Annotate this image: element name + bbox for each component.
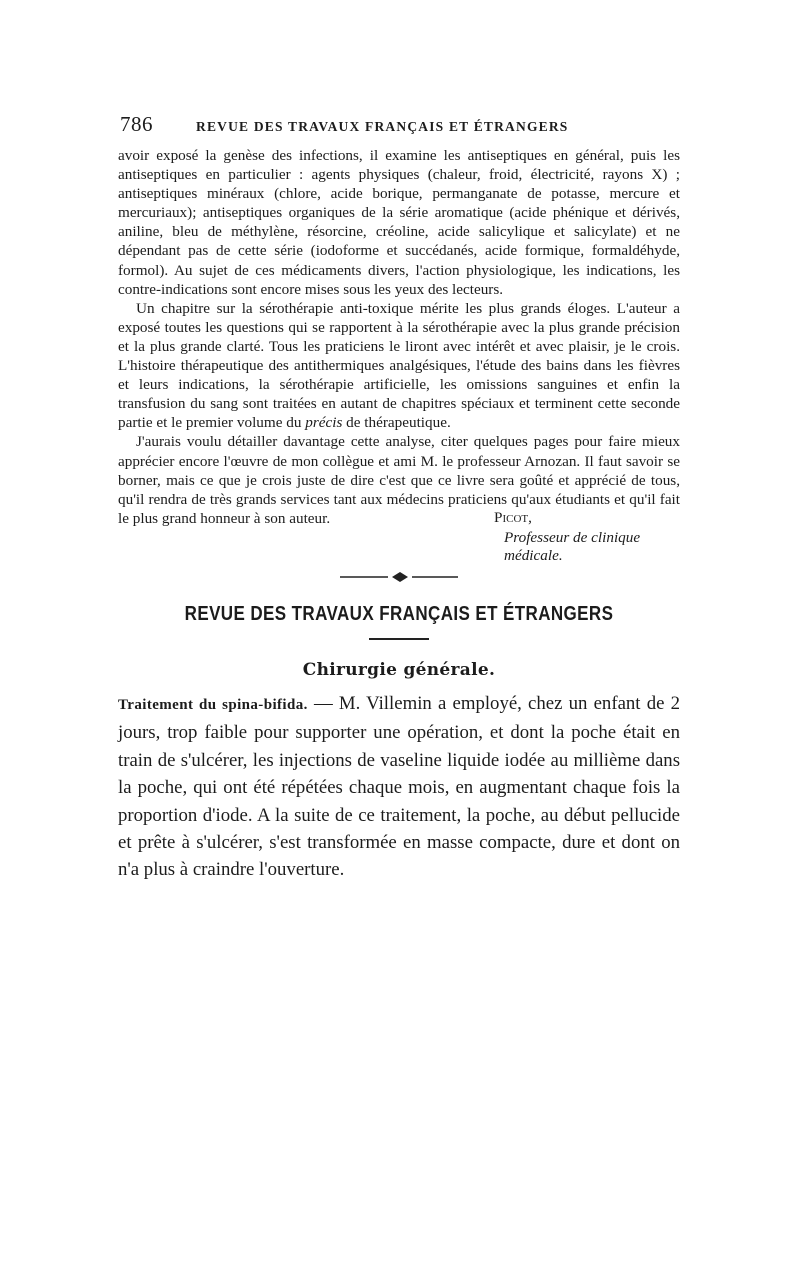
article-heading: Traitement du spina-bifida. [118, 696, 308, 713]
running-title: REVUE DES TRAVAUX FRANÇAIS ET ÉTRANGERS [196, 119, 569, 134]
article-text: M. Villemin a employé, chez un enfant de 2 jours, trop faible pour supporter une opération, et dont la poche était en train de s'ulcérer, les injections de vaseline liquide iodée au millième dans la poche, qui ont été répétées chaque mois, en augmentant chaque fois la proportion d'iode. A la suite de ce traitement, la poche, au début pellucide et prête à s'ulcérer, s'est transformée en masse compacte, dure et dont on n'a plus à craindre l'ouverture. [118, 692, 680, 881]
signature-name: Picot, [494, 508, 532, 526]
page-number: 786 [120, 112, 153, 136]
signature-title: Professeur de clinique médicale. [504, 528, 641, 564]
review-last-word: auteur. [285, 509, 331, 527]
running-head [118, 112, 680, 146]
subsection-title: Chirurgie générale. [302, 659, 496, 680]
section-title: REVUE DES TRAVAUX FRANÇAIS ET ÉTRANGERS [184, 602, 614, 625]
book-review [118, 146, 680, 528]
ornament-icon [340, 570, 460, 584]
review-paragraph [118, 299, 680, 433]
title-rule [369, 638, 429, 640]
article-dash: — [313, 692, 339, 714]
review-paragraph: J'aurais voulu détailler davantage cette analyse, citer quelques pages pour faire mieux apprécier encore l'œuvre de mon collègue et ami M. le professeur Arnozan. Il faut savoir se borner, mais ce que je crois juste de dire c'est que ce livre sera goûté et apprécié de tous, qu'il rendra de très grands services tant aux médecins praticiens qu'aux étudiants et qu'il fait le plus grand honneur à son auteur. [118, 433, 680, 527]
ornament-divider [118, 568, 680, 590]
review-paragraph: avoir exposé la genèse des infections, il examine les antiseptiques en général, puis les antiseptiques en particulier : agents physiques (chaleur, froid, électricité, rayons X) ; antiseptiques minéraux (chlore, acide borique, permanganate de potasse, mercure et mercuriaux); antiseptiques organiques de la série aromatique (acide phénique et dérivés, aniline, bleu de méthylène, résorcine, créoline, acide salicylique et salicylate) et ne dépendant pas de cette série (iodoforme et succédanés, acide formique, formaldéhyde, formol). Au sujet de ces médicaments divers, l'action physiologique, les indications, les contre-indications sont encore mises sous les yeux des lecteurs. [118, 147, 680, 298]
article [118, 690, 680, 884]
page [118, 112, 680, 884]
precis-word: précis [305, 414, 343, 432]
precis-tail: de thérapeutique. [346, 414, 451, 432]
article-paragraph [118, 690, 680, 884]
review-paragraph-text: Un chapitre sur la sérothérapie anti-toxique mérite les plus grands éloges. L'auteur a exposé toutes les questions qui se rapportent à la sérothérapie avec la plus grande précision et la plus grande clarté. Tous les praticiens le liront avec intérêt et avec plaisir, je le crois. L'histoire thérapeutique des antithermiques analgésiques, l'étude des bains dans les fièvres et leurs indications, la sérothérapie artificielle, les omissions sanguines et enfin la transfusion du sang sont traitées en autant de chapitres spéciaux et terminent cette seconde partie et le premier volume du [118, 299, 680, 432]
